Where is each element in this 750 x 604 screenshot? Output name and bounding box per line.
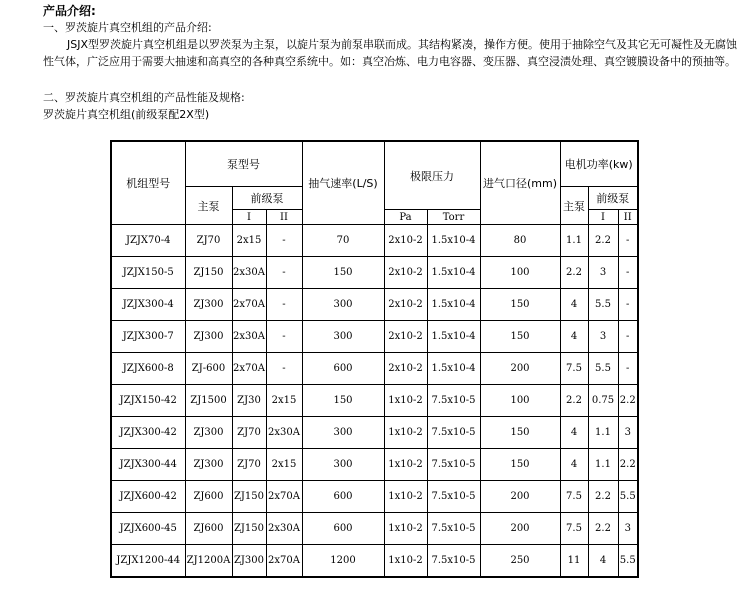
cell-model: JZJX600-45: [111, 513, 185, 545]
cell-torr: 7.5x10-5: [427, 545, 480, 578]
cell-b2: -: [266, 321, 302, 353]
cell-b1: ZJ300: [232, 545, 266, 578]
cell-m2: 5.5: [618, 481, 638, 513]
cell-speed: 70: [302, 225, 384, 257]
cell-speed: 150: [302, 385, 384, 417]
cell-m1: 4: [588, 545, 618, 578]
cell-b1: ZJ150: [232, 513, 266, 545]
cell-b1: 2x30A: [232, 321, 266, 353]
cell-model: JZJX300-44: [111, 449, 185, 481]
cell-m2: 2.2: [618, 385, 638, 417]
header-unit-model: 机组型号: [111, 141, 185, 225]
table-caption: 罗茨旋片真空机组(前级泵配2X型): [43, 108, 210, 121]
table-row: [111, 385, 638, 417]
cell-inlet: 80: [480, 225, 560, 257]
cell-torr: 1.5x10-4: [427, 289, 480, 321]
cell-main: ZJ300: [185, 417, 232, 449]
cell-pa: 2x10-2: [384, 225, 427, 257]
cell-m2: -: [618, 289, 638, 321]
cell-b2: -: [266, 225, 302, 257]
cell-speed: 600: [302, 353, 384, 385]
cell-main: ZJ300: [185, 289, 232, 321]
section-1-title: 一、罗茨旋片真空机组的产品介绍:: [43, 21, 212, 34]
cell-m-main: 1.1: [560, 225, 588, 257]
cell-b2: 2x15: [266, 385, 302, 417]
cell-speed: 300: [302, 449, 384, 481]
cell-pa: 2x10-2: [384, 289, 427, 321]
header-motor-main: 主泵: [560, 187, 588, 225]
header-motor-backing: 前级泵: [588, 187, 638, 210]
header-pumping-speed: 抽气速率(L/S): [302, 141, 384, 225]
cell-b2: 2x70A: [266, 481, 302, 513]
cell-m1: 1.1: [588, 417, 618, 449]
cell-main: ZJ1500: [185, 385, 232, 417]
cell-pa: 1x10-2: [384, 449, 427, 481]
cell-m-main: 4: [560, 289, 588, 321]
cell-pa: 1x10-2: [384, 513, 427, 545]
cell-inlet: 150: [480, 321, 560, 353]
cell-main: ZJ70: [185, 225, 232, 257]
cell-b2: 2x30A: [266, 417, 302, 449]
cell-b2: -: [266, 289, 302, 321]
table-row: [111, 545, 638, 578]
table-row: [111, 289, 638, 321]
cell-inlet: 250: [480, 545, 560, 578]
cell-inlet: 100: [480, 385, 560, 417]
header-main-pump: 主泵: [185, 187, 232, 225]
cell-torr: 7.5x10-5: [427, 513, 480, 545]
cell-b2: -: [266, 353, 302, 385]
cell-m2: -: [618, 321, 638, 353]
cell-m-main: 4: [560, 417, 588, 449]
cell-m2: -: [618, 257, 638, 289]
cell-speed: 150: [302, 257, 384, 289]
cell-model: JZJX300-7: [111, 321, 185, 353]
cell-pa: 2x10-2: [384, 353, 427, 385]
cell-m2: -: [618, 225, 638, 257]
cell-b1: 2x70A: [232, 353, 266, 385]
cell-main: ZJ600: [185, 513, 232, 545]
cell-pa: 1x10-2: [384, 481, 427, 513]
header-inlet-diameter: 进气口径(mm): [480, 141, 560, 225]
cell-model: JZJX150-5: [111, 257, 185, 289]
cell-m-main: 2.2: [560, 385, 588, 417]
cell-m1: 2.2: [588, 513, 618, 545]
cell-inlet: 200: [480, 481, 560, 513]
cell-m-main: 7.5: [560, 353, 588, 385]
cell-pa: 2x10-2: [384, 321, 427, 353]
cell-m-main: 11: [560, 545, 588, 578]
cell-b2: 2x15: [266, 449, 302, 481]
cell-inlet: 150: [480, 417, 560, 449]
cell-model: JZJX150-42: [111, 385, 185, 417]
header-motor-stage-2: II: [618, 210, 638, 225]
cell-m1: 3: [588, 257, 618, 289]
cell-m2: 2.2: [618, 449, 638, 481]
cell-speed: 600: [302, 513, 384, 545]
header-motor-stage-1: I: [588, 210, 618, 225]
cell-main: ZJ300: [185, 321, 232, 353]
header-pa: Pa: [384, 210, 427, 225]
cell-model: JZJX1200-44: [111, 545, 185, 578]
page-heading: 产品介绍:: [43, 4, 96, 18]
cell-pa: 1x10-2: [384, 545, 427, 578]
table-row: [111, 353, 638, 385]
header-torr: Torr: [427, 210, 480, 225]
cell-pa: 1x10-2: [384, 385, 427, 417]
table-row: [111, 417, 638, 449]
cell-speed: 300: [302, 417, 384, 449]
cell-main: ZJ150: [185, 257, 232, 289]
section-1-body: JSJX型罗茨旋片真空机组是以罗茨泵为主泵，以旋片泵为前泵串联而成。其结构紧凑，操作方便。使用于抽除空气及其它无可凝性及无腐蚀性气体，广泛应用于需要大抽速和高真空的各种真空系统中。如：真空冶炼、电力电容器、变压器、真空浸渍处理、真空镀膜设备中的预抽等。: [43, 38, 738, 68]
cell-model: JZJX600-8: [111, 353, 185, 385]
spec-table: [110, 140, 639, 578]
cell-inlet: 150: [480, 449, 560, 481]
cell-m1: 3: [588, 321, 618, 353]
cell-main: ZJ1200A: [185, 545, 232, 578]
cell-b1: ZJ150: [232, 481, 266, 513]
table-row: [111, 321, 638, 353]
cell-main: ZJ-600: [185, 353, 232, 385]
cell-b2: 2x70A: [266, 545, 302, 578]
table-row: [111, 225, 638, 257]
cell-pa: 2x10-2: [384, 257, 427, 289]
cell-torr: 7.5x10-5: [427, 417, 480, 449]
header-backing-pump: 前级泵: [232, 187, 302, 210]
cell-pa: 1x10-2: [384, 417, 427, 449]
cell-model: JZJX600-42: [111, 481, 185, 513]
cell-m-main: 4: [560, 321, 588, 353]
cell-model: JZJX300-42: [111, 417, 185, 449]
cell-b1: 2x30A: [232, 257, 266, 289]
cell-m1: 5.5: [588, 353, 618, 385]
table-row: [111, 257, 638, 289]
cell-speed: 1200: [302, 545, 384, 578]
cell-m1: 5.5: [588, 289, 618, 321]
cell-m1: 2.2: [588, 481, 618, 513]
cell-torr: 1.5x10-4: [427, 353, 480, 385]
cell-torr: 1.5x10-4: [427, 321, 480, 353]
cell-m2: 5.5: [618, 545, 638, 578]
cell-inlet: 200: [480, 353, 560, 385]
cell-b1: ZJ70: [232, 449, 266, 481]
cell-torr: 7.5x10-5: [427, 449, 480, 481]
cell-main: ZJ300: [185, 449, 232, 481]
header-motor-power: 电机功率(kw): [560, 141, 638, 187]
cell-b1: 2x70A: [232, 289, 266, 321]
header-stage-1: I: [232, 210, 266, 225]
cell-speed: 600: [302, 481, 384, 513]
cell-b2: 2x30A: [266, 513, 302, 545]
cell-m2: -: [618, 353, 638, 385]
cell-m1: 1.1: [588, 449, 618, 481]
cell-m1: 0.75: [588, 385, 618, 417]
cell-m-main: 4: [560, 449, 588, 481]
cell-m2: 3: [618, 513, 638, 545]
cell-m-main: 7.5: [560, 481, 588, 513]
cell-inlet: 150: [480, 289, 560, 321]
cell-torr: 7.5x10-5: [427, 385, 480, 417]
cell-m-main: 2.2: [560, 257, 588, 289]
cell-torr: 1.5x10-4: [427, 225, 480, 257]
cell-m2: 3: [618, 417, 638, 449]
cell-main: ZJ600: [185, 481, 232, 513]
cell-b1: ZJ30: [232, 385, 266, 417]
cell-speed: 300: [302, 321, 384, 353]
cell-inlet: 200: [480, 513, 560, 545]
cell-model: JZJX70-4: [111, 225, 185, 257]
cell-m-main: 7.5: [560, 513, 588, 545]
header-stage-2: II: [266, 210, 302, 225]
header-pump-model: 泵型号: [185, 141, 302, 187]
cell-speed: 300: [302, 289, 384, 321]
table-row: [111, 449, 638, 481]
table-row: [111, 513, 638, 545]
cell-torr: 1.5x10-4: [427, 257, 480, 289]
cell-model: JZJX300-4: [111, 289, 185, 321]
section-2-title: 二、罗茨旋片真空机组的产品性能及规格:: [43, 91, 245, 104]
cell-b1: ZJ70: [232, 417, 266, 449]
table-row: [111, 481, 638, 513]
cell-m1: 2.2: [588, 225, 618, 257]
cell-b1: 2x15: [232, 225, 266, 257]
cell-b2: -: [266, 257, 302, 289]
cell-inlet: 100: [480, 257, 560, 289]
cell-torr: 7.5x10-5: [427, 481, 480, 513]
header-ultimate-pressure: 极限压力: [384, 141, 480, 210]
